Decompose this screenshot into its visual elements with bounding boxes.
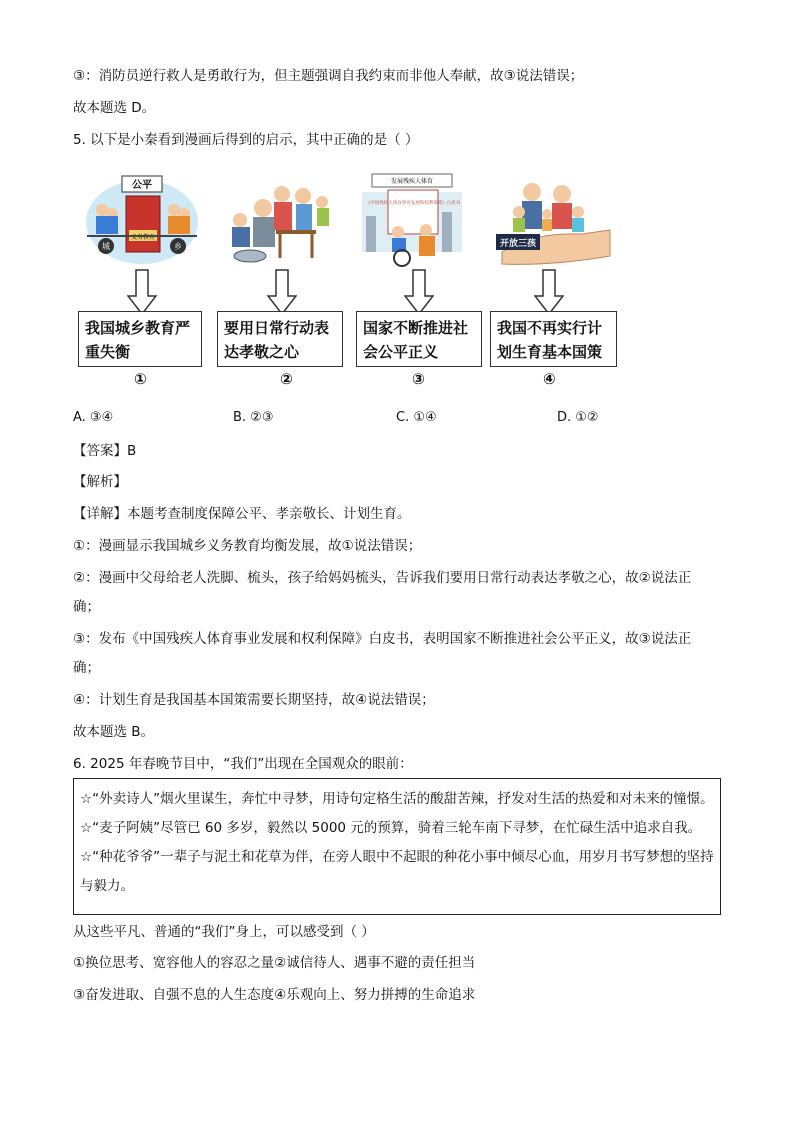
panel1-left-label: 城 xyxy=(102,242,110,251)
comic-panel-1 xyxy=(82,172,202,268)
explanation-2-cont: 确； xyxy=(73,599,100,615)
explanation-1: ①：漫画显示我国城乡义务教育均衡发展，故①说法错误； xyxy=(73,538,422,554)
answer-label: 【答案】B xyxy=(73,443,137,459)
prev-answer: 故本题选 D。 xyxy=(73,100,156,116)
down-arrow-icon xyxy=(534,268,564,316)
panel1-sign: 公平 xyxy=(132,180,152,191)
panel-number-4: ④ xyxy=(543,370,556,388)
option-c[interactable]: C. ①④ xyxy=(396,410,437,425)
caption-box-1: 我国城乡教育严重失衡 xyxy=(78,311,202,367)
panel-number-3: ③ xyxy=(412,370,425,388)
explanation-2: ②：漫画中父母给老人洗脚、梳头，孩子给妈妈梳头，告诉我们要用日常行动表达孝敬之心，故②说法正 xyxy=(73,570,692,586)
down-arrow-icon xyxy=(267,268,297,316)
comic-panel-3 xyxy=(352,172,472,268)
caption-box-2: 要用日常行动表达孝敬之心 xyxy=(217,311,343,367)
option-d[interactable]: D. ①② xyxy=(557,410,599,425)
q6-question: 从这些平凡、普通的“我们”身上，可以感受到（ ） xyxy=(73,924,375,940)
detail-intro: 【详解】本题考查制度保障公平、孝亲敬长、计划生育。 xyxy=(73,506,411,522)
explanation-3: ③：发布《中国残疾人体育事业发展和权利保障》白皮书，表明国家不断推进社会公平正义，故③说法正 xyxy=(73,631,692,647)
caption-box-4: 我国不再实行计划生育基本国策 xyxy=(490,311,617,367)
panel-number-2: ② xyxy=(280,370,293,388)
option-b[interactable]: B. ②③ xyxy=(233,410,274,425)
statements-1-2: ①换位思考、宽容他人的容忍之量②诚信待人、遇事不避的责任担当 xyxy=(73,955,476,971)
panel3-sign: 发展残疾人体育 xyxy=(390,178,434,185)
explanation-3-cont: 确； xyxy=(73,660,100,676)
down-arrow-icon xyxy=(127,268,157,316)
explanation-4: ④：计划生育是我国基本国策需要长期坚持，故④说法错误； xyxy=(73,692,435,708)
panel4-sign: 开放三孩 xyxy=(499,239,537,249)
panel-number-1: ① xyxy=(134,370,147,388)
prev-explanation-3: ③：消防员逆行救人是勇敢行为，但主题强调自我约束而非他人奉献，故③说法错误； xyxy=(73,68,584,84)
material-box xyxy=(73,778,721,915)
statements-3-4: ③奋发进取、自强不息的人生态度④乐观向上、努力拼搏的生命追求 xyxy=(73,987,476,1003)
comic-panel-2 xyxy=(218,172,338,268)
panel1-book-label: 义务教育 xyxy=(130,234,156,241)
material-text: ☆“外卖诗人”烟火里谋生，奔忙中寻梦，用诗句定格生活的酸甜苦辣，抒发对生活的热爱和对未来的憧憬。☆“麦子阿姨”尽管已 60 多岁，毅然以 5000 元的预算，骑着三轮车南下寻梦，在忙碌生活中追求自我。☆“种花爷爷”一辈子与泥土和花草为伴，在旁人眼中不起眼的种花小事中倾尽心血，用岁月书写梦想的坚持与毅力。 xyxy=(80,791,714,894)
q5-stem: 5. 以下是小秦看到漫画后得到的启示，其中正确的是（ ） xyxy=(73,132,419,148)
caption-box-3: 国家不断推进社会公平正义 xyxy=(356,311,482,367)
option-a[interactable]: A. ③④ xyxy=(73,410,114,425)
conclusion: 故本题选 B。 xyxy=(73,724,155,740)
comic-panel-4 xyxy=(492,172,612,268)
panel1-right-label: 乡 xyxy=(174,242,182,251)
analysis-label: 【解析】 xyxy=(73,474,127,490)
panel3-document: 《中国残疾人体育事业发展和权利保障》白皮书 xyxy=(365,201,461,206)
down-arrow-icon xyxy=(404,268,434,316)
q6-stem: 6. 2025 年春晚节目中，“我们”出现在全国观众的眼前： xyxy=(73,756,413,772)
